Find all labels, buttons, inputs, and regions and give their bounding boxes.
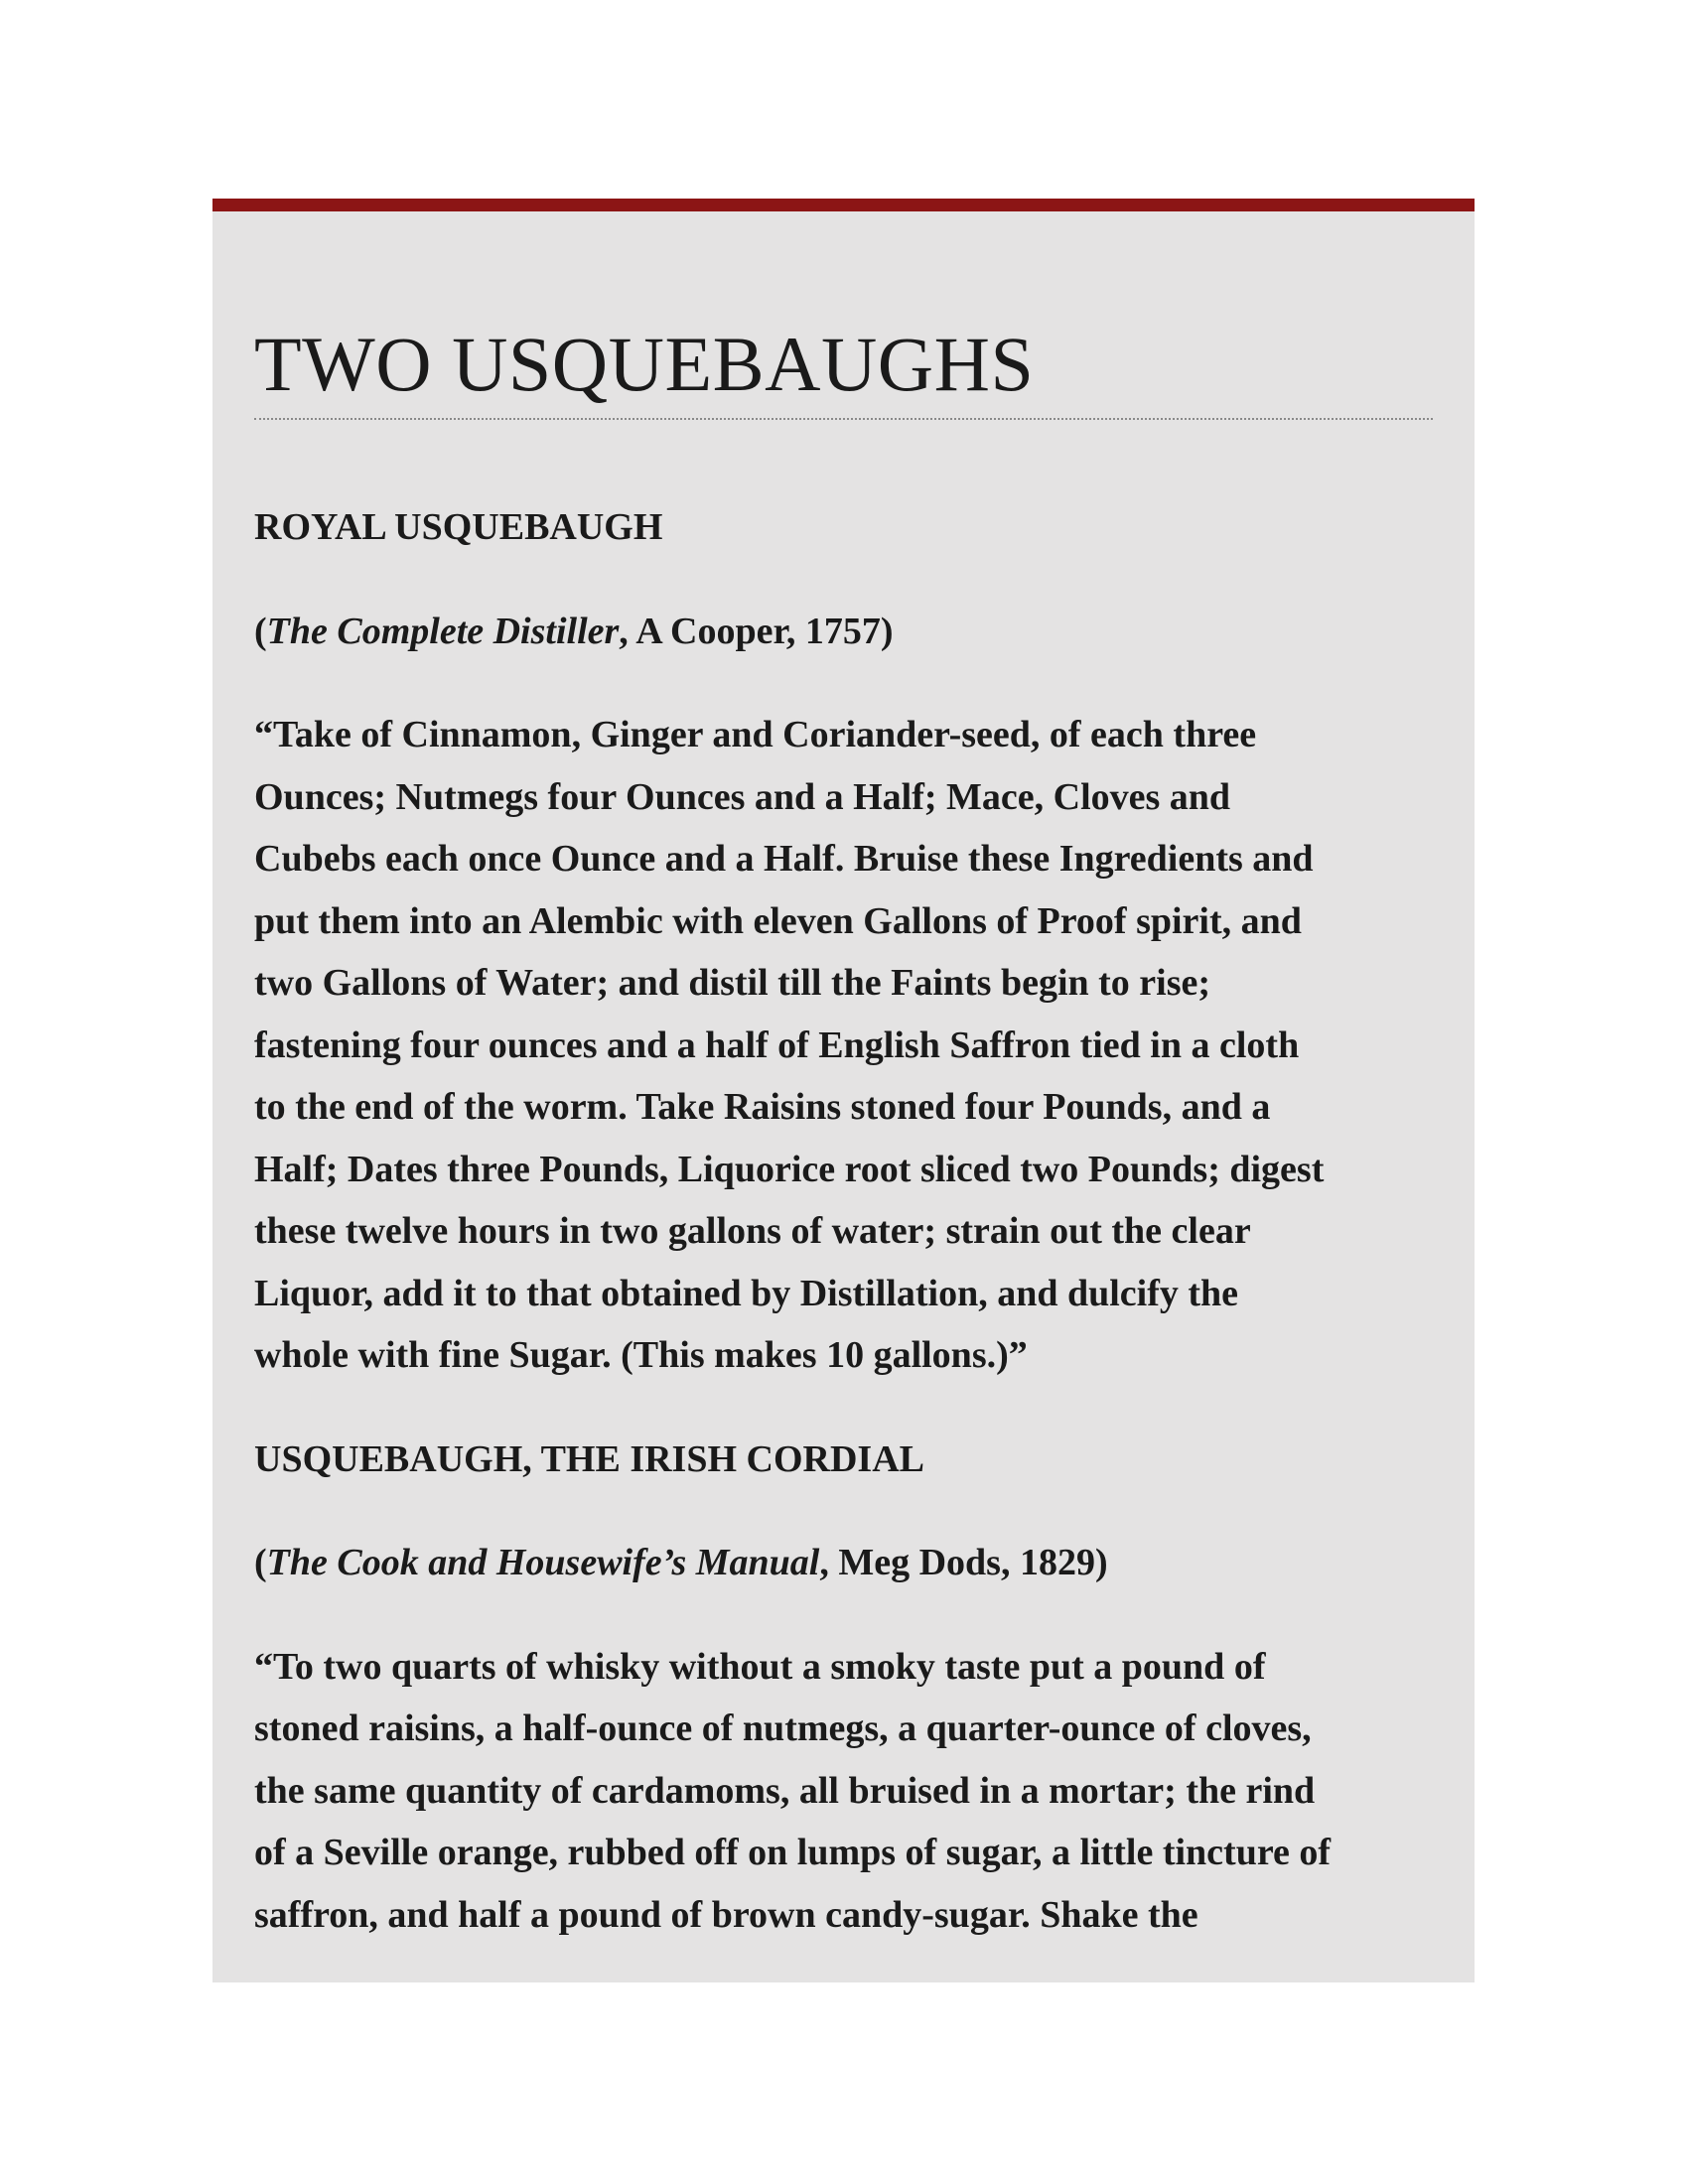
recipe-text-irish: “To two quarts of whisky without a smoky taste put a pound of stoned raisins, a half-ounce of nutmegs, a quarter-ounce of cloves, the same quantity of cardamoms, all bruised in a mortar; the rind of a Seville orange, rubbed off on lumps of sugar, a little tincture of saffron, and half a pound of brown candy-sugar. Shake the [254,1645,1332,1936]
recipe-body [254,496,1446,1987]
recipe-heading-irish: USQUEBAUGH, THE IRISH CORDIAL [254,1437,925,1480]
top-accent-bar [212,199,1475,211]
recipe-source-royal: (The Complete Distiller, A Cooper, 1757) [254,610,894,652]
page-title: TWO USQUEBAUGHS [254,321,1035,407]
recipe-source-irish: (The Cook and Housewife’s Manual, Meg Dods, 1829) [254,1542,1108,1583]
recipe-heading-royal: ROYAL USQUEBAUGH [254,506,663,548]
slide-panel [212,199,1475,1982]
recipe-text-royal: “Take of Cinnamon, Ginger and Coriander-seed, of each three Ounces; Nutmegs four Ounces and a Half; Mace, Cloves and Cubebs each once Ounce and a Half. Bruise these Ingredients and put them into an Alembic with eleven Gallons of Proof spirit, and two Gallons of Water; and distil till the Faints begin to rise; fastening four ounces and a half of English Saffron tied in a cloth to the end of the worm. Take Raisins stoned four Pounds, and a Half; Dates three Pounds, Liquorice root sliced two Pounds; digest these twelve hours in two gallons of water; strain out the clear Liquor, add it to that obtained by Distillation, and dulcify the whole with fine Sugar. (This makes 10 gallons.)” [254,714,1325,1376]
source-work-title: The Cook and Housewife’s Manual [266,1542,820,1583]
source-work-title: The Complete Distiller [266,610,620,652]
title-divider [254,418,1433,420]
